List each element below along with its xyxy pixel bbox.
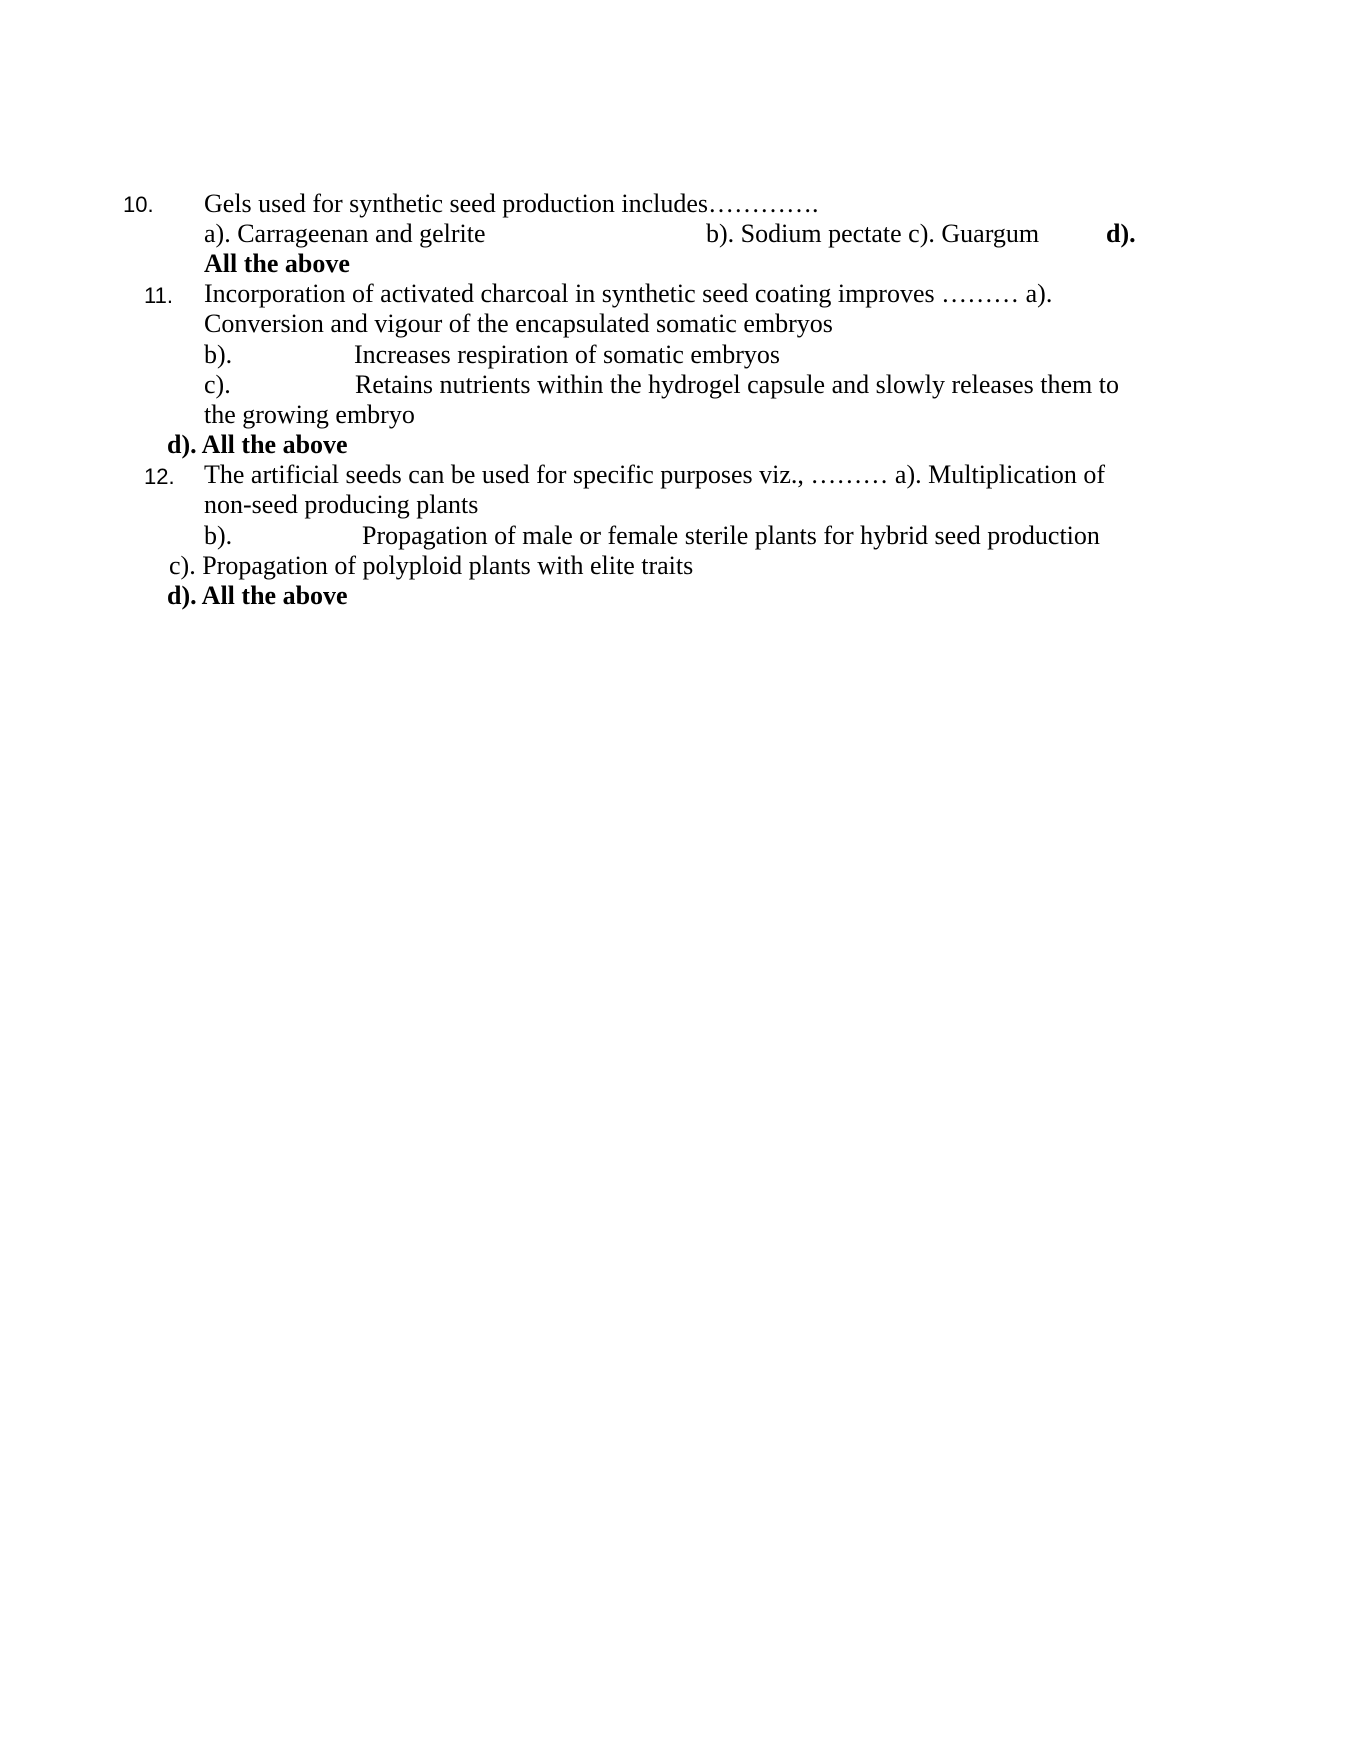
question-10-option-d-label: d).	[1106, 219, 1136, 248]
question-11-option-d: d). All the above	[167, 430, 348, 459]
question-10-number: 10.	[123, 192, 154, 217]
question-12-option-c: c). Propagation of polyploid plants with elite traits	[169, 551, 694, 580]
question-10-option-bc: b). Sodium pectate c). Guargum	[706, 219, 1040, 248]
question-12-option-b-label: b).	[204, 521, 233, 550]
question-10-option-a: a). Carrageenan and gelrite	[204, 219, 486, 248]
question-12-number: 12.	[144, 464, 175, 489]
question-11-option-b-text: Increases respiration of somatic embryos	[354, 340, 780, 369]
question-10-option-d-text: All the above	[204, 249, 350, 278]
question-10-stem: Gels used for synthetic seed production includes………….	[204, 189, 819, 218]
question-11-option-c-text: Retains nutrients within the hydrogel capsule and slowly releases them to	[355, 370, 1119, 399]
question-12-option-b-text: Propagation of male or female sterile plants for hybrid seed production	[362, 521, 1100, 550]
question-11-option-a-text: Conversion and vigour of the encapsulated somatic embryos	[204, 309, 833, 338]
question-11-stem: Incorporation of activated charcoal in synthetic seed coating improves ……… a).	[204, 279, 1053, 308]
question-11-number: 11.	[144, 283, 173, 308]
question-11-option-c-continued: the growing embryo	[204, 400, 415, 429]
question-12-option-a-text: non-seed producing plants	[204, 490, 479, 519]
question-11-option-b-label: b).	[204, 340, 233, 369]
question-12-stem: The artificial seeds can be used for specific purposes viz., ……… a). Multiplication of	[204, 460, 1106, 489]
question-11-option-c-label: c).	[204, 370, 231, 399]
question-12-option-d: d). All the above	[167, 581, 348, 610]
